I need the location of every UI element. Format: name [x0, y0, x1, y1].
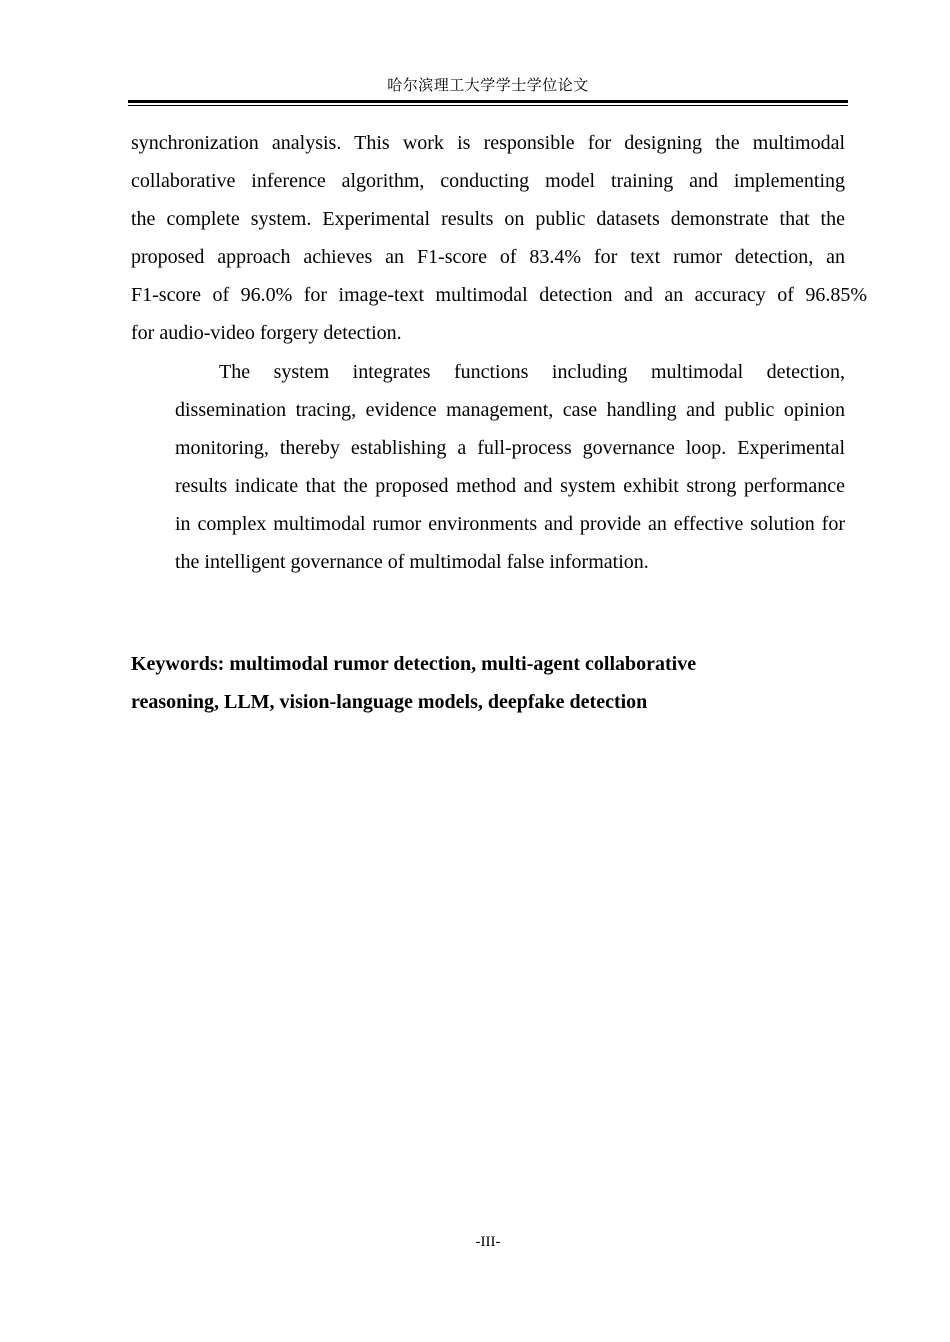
header-rule-thick	[128, 100, 848, 103]
paragraph-line: collaborative inference algorithm, conducting model training and implementing	[131, 170, 845, 192]
paragraph-line: monitoring, thereby establishing a full-process governance loop. Experimental	[175, 437, 845, 459]
paragraph-line: the intelligent governance of multimodal false information.	[175, 551, 649, 573]
keywords-line-2: reasoning, LLM, vision-language models, deepfake detection	[131, 691, 648, 713]
paragraph-line: dissemination tracing, evidence management, case handling and public opinion	[175, 399, 845, 421]
page-number: -III-	[475, 1234, 501, 1250]
paragraph-line: results indicate that the proposed method and system exhibit strong performance	[175, 475, 845, 497]
paragraph-line: The system integrates functions including multimodal detection,	[219, 361, 845, 383]
keywords-line-1: Keywords: multimodal rumor detection, multi-agent collaborative	[131, 653, 697, 675]
paragraph-line: proposed approach achieves an F1-score of 83.4% for text rumor detection, an	[131, 246, 845, 268]
paragraph-line: synchronization analysis. This work is responsible for designing the multimodal	[131, 132, 845, 154]
paragraph-line: F1-score of 96.0% for image-text multimodal detection and an accuracy of 96.85%	[131, 284, 867, 306]
paragraph-line: the complete system. Experimental results on public datasets demonstrate that the	[131, 208, 845, 230]
page-header-title: 哈尔滨理工大学学士学位论文	[387, 78, 589, 94]
keywords-section	[131, 645, 845, 721]
paragraph-line: for audio-video forgery detection.	[131, 322, 402, 344]
header-rule-thin	[128, 105, 848, 106]
abstract-paragraph-2	[131, 353, 845, 581]
abstract-paragraph-1	[131, 124, 867, 352]
paragraph-line: in complex multimodal rumor environments and provide an effective solution for	[175, 513, 845, 535]
